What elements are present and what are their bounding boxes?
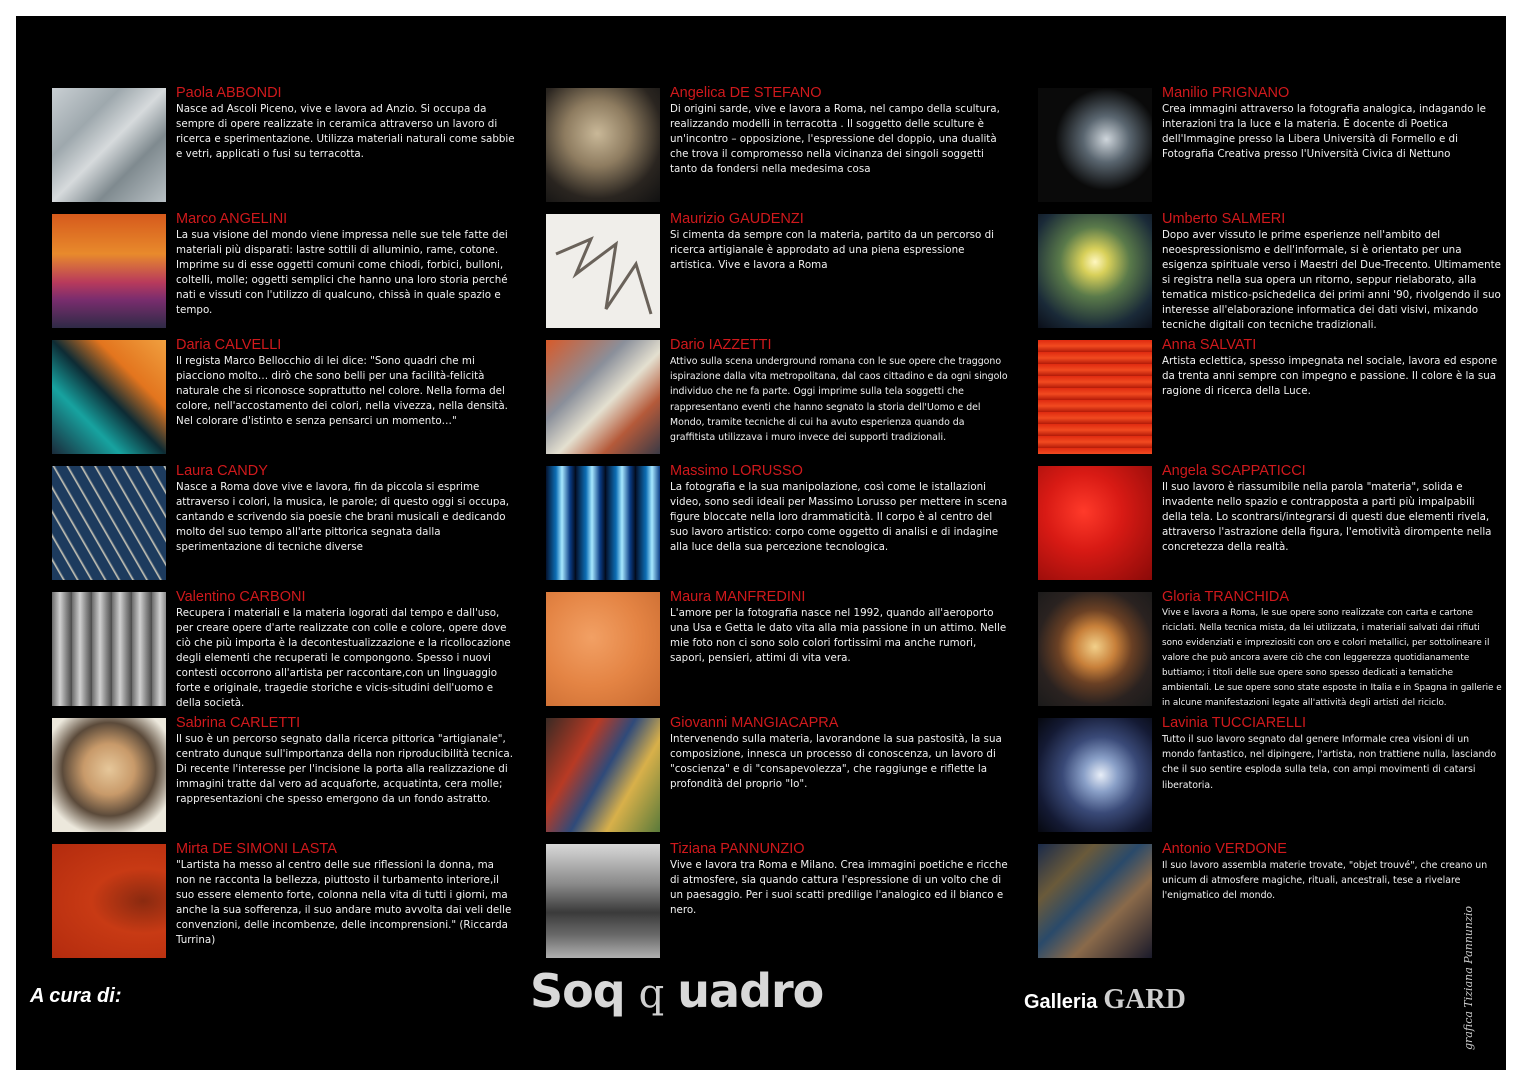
artwork-thumbnail — [52, 592, 166, 706]
artist-bio: Nasce a Roma dove vive e lavora, fin da piccola si esprime attraverso i colori, la musica, le parole; di questo oggi si occupa, cantando e scrivendo sia poesie che brani musicali e dedicando molto del suo tempo all'arte pittorica segnata dalla sperimentazione di tecniche diverse — [176, 481, 510, 553]
curated-by-label: A cura di: — [30, 985, 122, 1007]
artist-entry — [1038, 337, 1508, 458]
artist-bio: Attivo sulla scena underground romana con le sue opere che traggono ispirazione dalla vita metropolitana, dal caos cittadino e da ogni singolo individuo che ne fa parte. Oggi imprime sulla tela soggetti che rappresentano eventi che hanno segnato la storia dell'Uomo e del Mondo, tramite tecniche di cui ha avuto esperienza quando da graffitista utilizzava i muro invece dei supporti tradizionali. — [670, 356, 1008, 444]
artwork-thumbnail — [546, 844, 660, 958]
artist-bio: Nasce ad Ascoli Piceno, vive e lavora ad Anzio. Si occupa da sempre di opere realizzate in ceramica attraverso un lavoro di ricerca e sperimentazione. Utilizza materiali naturali come sabbie e vetri, applicati o fusi su terracotta. — [176, 103, 515, 160]
artist-entry — [1038, 85, 1508, 206]
artist-entry — [52, 841, 522, 962]
artist-name: Maurizio GAUDENZI — [670, 211, 804, 227]
artist-entry — [546, 85, 1016, 206]
artist-name: Tiziana PANNUNZIO — [670, 841, 805, 857]
artist-name: Umberto SALMERI — [1162, 211, 1286, 227]
artist-bio: Vive e lavora a Roma, le sue opere sono realizzate con carta e cartone riciclati. Nella tecnica mista, da lei utilizzata, i materiali salvati dai rifiuti sono evidenziati e impreziositi con oro e colori metallici, per sottolineare il valore che può ancora avere ciò che con leggerezza quotidianamente buttiamo; i titoli delle sue opere sono spesso dedicati a tematiche ambientali. Le sue opere sono state esposte in Italia e in Spagna in gallerie e in alcune manifestazioni legate all'attività degli artisti del riciclo. — [1162, 608, 1502, 708]
artist-entry — [1038, 589, 1508, 710]
artwork-thumbnail — [546, 214, 660, 328]
artist-name: Valentino CARBONI — [176, 589, 306, 605]
artist-name: Laura CANDY — [176, 463, 268, 479]
artist-bio: Crea immagini attraverso la fotografia analogica, indagando le interazioni tra la luce e la materia. È docente di Poetica dell'Immagine presso la Libera Università di Formello e di Fotografia Creativa presso l'Università Civica di Nettuno — [1162, 103, 1486, 160]
artwork-thumbnail — [52, 214, 166, 328]
artwork-thumbnail — [1038, 466, 1152, 580]
artwork-thumbnail — [1038, 718, 1152, 832]
artist-name: Angelica DE STEFANO — [670, 85, 822, 101]
artist-bio: Il suo è un percorso segnato dalla ricerca pittorica "artigianale", centrato dunque sull'importanza della non riproducibilità tecnica. Di recente l'interesse per l'incisione la porta alla realizzazione di immagini tratte dal vero ad acquaforte, acquatinta, cera molle; rappresentazioni che spesso emergono da un fondo astratto. — [176, 733, 513, 805]
artist-entry — [52, 337, 522, 458]
artist-bio: L'amore per la fotografia nasce nel 1992, quando all'aeroporto una Usa e Getta le dato vita alla mia passione in un attimo. Nelle mie foto non ci sono solo colori fortissimi ma anche rumori, sapori, pensieri, attimi di vita vera. — [670, 607, 1007, 664]
artist-name: Daria CALVELLI — [176, 337, 282, 353]
artist-entry — [52, 715, 522, 836]
artist-entry — [1038, 211, 1508, 332]
artwork-thumbnail — [1038, 592, 1152, 706]
artwork-thumbnail — [546, 88, 660, 202]
artwork-thumbnail — [546, 340, 660, 454]
artist-bio: Tutto il suo lavoro segnato dal genere Informale crea visioni di un mondo fantastico, nel dipingere, l'artista, non trattiene nulla, lasciando che il suo sentire esploda sulla tela, con ampi movimenti di catarsi liberatoria. — [1162, 734, 1497, 791]
artist-entry — [52, 463, 522, 584]
artist-bio: Artista eclettica, spesso impegnata nel sociale, lavora ed espone da trenta anni sempre con impegno e passione. Il colore è la sua ragione di ricerca della Luce. — [1162, 355, 1498, 397]
design-credit: grafica Tiziana Pannunzio — [1462, 905, 1475, 1050]
artist-entry — [52, 589, 522, 710]
artist-name: Maura MANFREDINI — [670, 589, 806, 605]
logo-part1: Soq — [530, 964, 625, 1018]
artist-name: Antonio VERDONE — [1162, 841, 1287, 857]
artist-entry — [546, 211, 1016, 332]
artist-bio: La fotografia e la sua manipolazione, così come le istallazioni video, sono sedi ideali per Massimo Lorusso per mettere in scena figure bloccate nella loro drammaticità. Il corpo è al centro del suo lavoro artistico: corpo come oggetto di analisi e di indagine alla luce della sua percezione tecnologica. — [670, 481, 1008, 553]
artist-name: Manilio PRIGNANO — [1162, 85, 1290, 101]
artist-bio: Di origini sarde, vive e lavora a Roma, nel campo della scultura, realizzando modelli in terracotta . Il soggetto delle sculture è un'incontro – opposizione, l'espressione del doppio, una dualità che trova il compromesso nella vicinanza dei singoli soggetti tanto da fondersi nella medesima cosa — [670, 103, 1000, 175]
artwork-thumbnail — [1038, 844, 1152, 958]
artist-bio: Il suo lavoro è riassumibile nella parola "materia", solida e invadente nello spazio e contrapposta a parti più impalpabili della tela. Lo scontrarsi/integrarsi di questi due elementi rivela, attraverso l'astrazione della figura, l'emotività dirompente nella concretezza della realtà. — [1162, 481, 1492, 553]
artist-entry — [546, 589, 1016, 710]
artist-entry — [52, 211, 522, 332]
artwork-thumbnail — [546, 466, 660, 580]
artist-bio: "Lartista ha messo al centro delle sue riflessioni la donna, ma non ne racconta la bellezza, piuttosto il turbamento interiore,il suo essere elemento forte, colonna nella vita di tutti i giorni, ma anche la sua sofferenza, il suo andare muto avvolta dai veli delle convenzioni, delle incombenze, delle incomprensioni." (Riccarda Turrina) — [176, 859, 512, 946]
artist-entry — [546, 841, 1016, 962]
artist-bio: Recupera i materiali e la materia logorati dal tempo e dall'uso, per creare opere d'arte realizzate con colle e colore, opere dove ciò che più importa è la decontestualizzazione e la ricollocazione degli elementi che recuperati le compongono. Spesso i nuovi contesti occorrono all'artista per raccontare,con un linguaggio forte e originale, tragedie storiche e vicis-situdini dell'uomo e della società. — [176, 607, 511, 709]
artist-name: Dario IAZZETTI — [670, 337, 772, 353]
artwork-thumbnail — [52, 88, 166, 202]
artist-entry — [1038, 841, 1508, 962]
artwork-thumbnail — [52, 844, 166, 958]
artist-name: Mirta DE SIMONI LASTA — [176, 841, 337, 857]
artist-entry — [1038, 463, 1508, 584]
artwork-thumbnail — [1038, 340, 1152, 454]
artist-entry — [52, 85, 522, 206]
soqquadro-logo — [530, 964, 823, 1018]
artist-bio: Si cimenta da sempre con la materia, partito da un percorso di ricerca artigianale è approdato ad una piena espressione artistica. Vive e lavora a Roma — [670, 229, 995, 271]
logo-q: q — [638, 971, 664, 1017]
gallery-logo — [1024, 984, 1186, 1016]
artwork-thumbnail — [52, 466, 166, 580]
artwork-thumbnail — [1038, 214, 1152, 328]
artist-name: Giovanni MANGIACAPRA — [670, 715, 839, 731]
artist-bio: Il regista Marco Bellocchio di lei dice: "Sono quadri che mi piacciono molto… dirò che sono belli per una facilità-felicità naturale che si riconosce soprattutto nel colore. Nella forma del colore, nell'accostamento dei colori, nella vivezza, nella densità. Nel colorare d'istinto e senza pensarci un momento…" — [176, 355, 508, 427]
artist-name: Anna SALVATI — [1162, 337, 1257, 353]
gallery-label: Galleria — [1024, 991, 1098, 1013]
artist-entry — [1038, 715, 1508, 836]
artist-entry — [546, 463, 1016, 584]
artwork-thumbnail — [546, 592, 660, 706]
artist-bio: Dopo aver vissuto le prime esperienze nell'ambito del neoespressionismo e dell'informale, si è orientato per una esigenza spirituale verso i Maestri del Due-Trecento. Ultimamente si registra nella sua opera un ritorno, seppur rielaborato, alla tematica mistico-psichedelica dei primi anni '90, rivolgendo il suo interesse all'elaborazione informatica dei dati visivi, mixando tecniche digitali con tecniche tradizionali. — [1162, 229, 1501, 331]
artist-name: Lavinia TUCCIARELLI — [1162, 715, 1306, 731]
artist-entry — [546, 715, 1016, 836]
artwork-thumbnail — [1038, 88, 1152, 202]
wire-sculpture-icon — [546, 214, 660, 328]
artist-name: Massimo LORUSSO — [670, 463, 803, 479]
artist-entry — [546, 337, 1016, 458]
artist-name: Gloria TRANCHIDA — [1162, 589, 1290, 605]
logo-part2: uadro — [677, 964, 824, 1018]
artist-bio: Il suo lavoro assembla materie trovate, "objet trouvé", che creano un unicum di atmosfere magiche, rituali, ancestrali, tese a rivelare l'enigmatico del mondo. — [1162, 860, 1488, 902]
artist-bio: Vive e lavora tra Roma e Milano. Crea immagini poetiche e ricche di atmosfere, sia quando cattura l'espressione di un volto che di un paesaggio. Per i suoi scatti predilige l'analogico ed il bianco e nero. — [670, 859, 1008, 916]
artwork-thumbnail — [52, 718, 166, 832]
artwork-thumbnail — [546, 718, 660, 832]
artist-name: Marco ANGELINI — [176, 211, 288, 227]
artist-name: Sabrina CARLETTI — [176, 715, 301, 731]
artist-name: Angela SCAPPATICCI — [1162, 463, 1306, 479]
artist-bio: La sua visione del mondo viene impressa nelle sue tele fatte dei materiali più disparati: lastre sottili di alluminio, rame, cotone. Imprime su di esse oggetti comuni come chiodi, forbici, bulloni, coltelli, molle; oggetti semplici che hanno una loro storia perché nati e vissuti con l'utilizzo di qualcuno, chissà in quale spazio e tempo. — [176, 229, 508, 316]
artist-bio: Intervenendo sulla materia, lavorandone la sua pastosità, la sua composizione, innesca un processo di conoscenza, un lavoro di "coscienza" e di "consapevolezza", che raggiunge e riflette la profondità del proprio "Io". — [670, 733, 1002, 790]
artist-name: Paola ABBONDI — [176, 85, 282, 101]
gallery-name: GARD — [1103, 984, 1186, 1015]
artwork-thumbnail — [52, 340, 166, 454]
